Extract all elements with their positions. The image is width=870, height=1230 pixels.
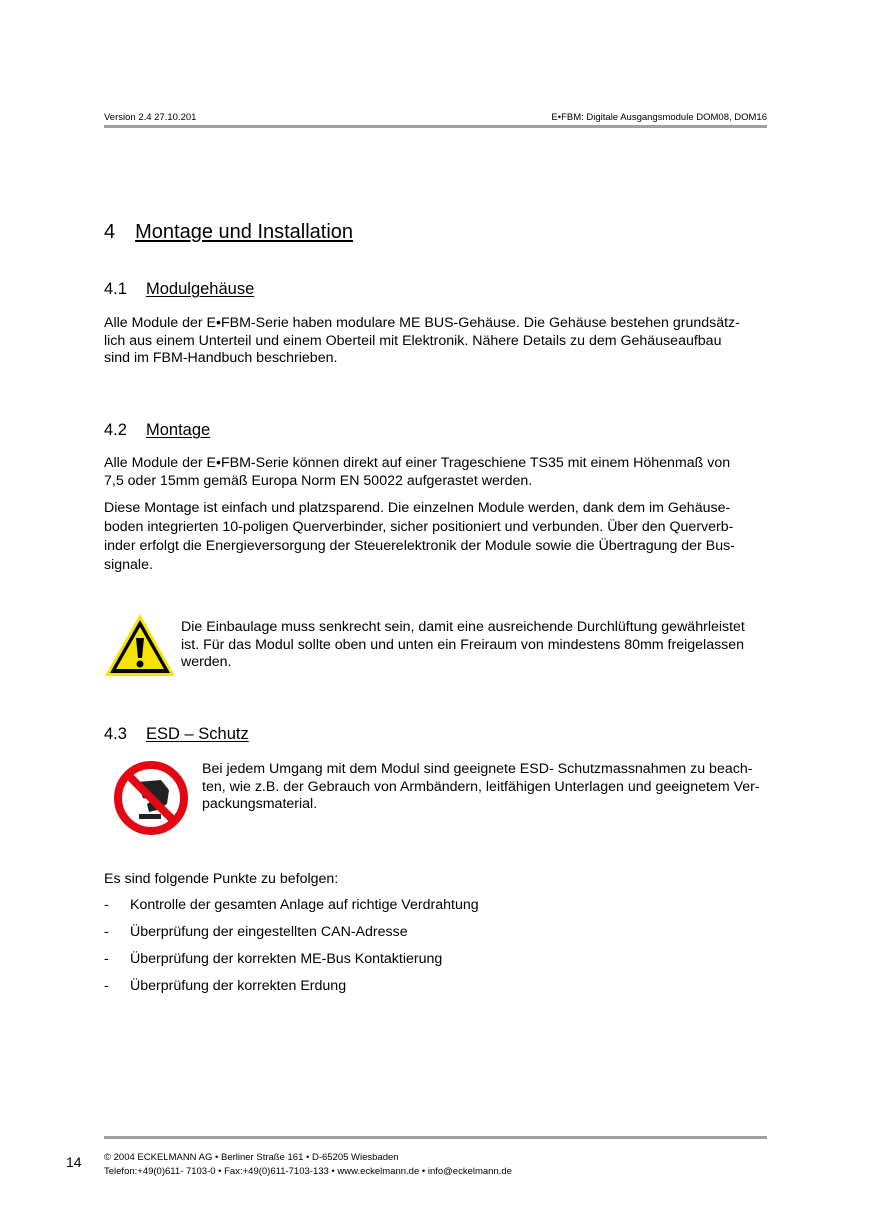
list-item: - Überprüfung der korrekten ME-Bus Kontaktierung	[104, 951, 443, 967]
chapter-heading	[104, 221, 353, 244]
footer-address: © 2004 ECKELMANN AG • Berliner Straße 161 • D-65205 Wiesbaden Telefon:+49(0)611- 7103-0 • Fax:+49(0)611-7103-133 • www.eckelmann.de • info@eckelmann.de	[104, 1152, 512, 1177]
paragraph: Diese Montage ist einfach und platzsparend. Die einzelnen Module werden, dank dem im Gehäuse- boden integrierten 10-poligen Querverbinder, sicher positioniert und verbunden. Über den Querverb- inder erfolgt die Energieversorgung der Steuerelektronik der Module sowie die Übertragung der Bus- signale.	[104, 500, 735, 573]
list-item: - Überprüfung der korrekten Erdung	[104, 978, 347, 994]
section-heading	[104, 725, 249, 744]
warning-triangle-icon	[103, 612, 177, 678]
no-touch-esd-icon	[113, 760, 189, 836]
section-heading	[104, 421, 210, 440]
section-number: 4.3	[104, 725, 127, 743]
section-number: 4.2	[104, 421, 127, 439]
list-item: - Überprüfung der eingestellten CAN-Adresse	[104, 924, 408, 940]
section-title: Modulgehäuse	[146, 280, 255, 298]
section-heading	[104, 280, 254, 299]
header-title: E•FBM: Digitale Ausgangsmodule DOM08, DOM16	[551, 112, 767, 123]
header-version: Version 2.4 27.10.201	[104, 112, 197, 123]
warning-note: Die Einbaulage muss senkrecht sein, damit eine ausreichende Durchlüftung gewährleistet ist. Für das Modul sollte oben und unten ein Freiraum von mindestens 80mm freigelassen werden.	[181, 619, 745, 670]
chapter-number: 4	[104, 221, 116, 243]
paragraph: Alle Module der E•FBM-Serie haben modulare ME BUS-Gehäuse. Die Gehäuse bestehen grundsätz- lich aus einem Unterteil und einem Oberteil mit Elektronik. Nähere Details zu dem Gehäuseaufbau sind im FBM-Handbuch beschrieben.	[104, 315, 740, 366]
section-number: 4.1	[104, 280, 127, 298]
esd-note: Bei jedem Umgang mit dem Modul sind geeignete ESD- Schutzmassnahmen zu beach- ten, wie z.B. der Gebrauch von Armbändern, leitfähigen Unterlagen und geeignetem Ver- packungsmaterial.	[202, 761, 760, 812]
section-title: ESD – Schutz	[146, 725, 249, 743]
chapter-title: Montage und Installation	[135, 221, 354, 243]
paragraph: Alle Module der E•FBM-Serie können direkt auf einer Trageschiene TS35 mit einem Höhenmaß von 7,5 oder 15mm gemäß Europa Norm EN 50022 aufgerastet werden.	[104, 455, 731, 489]
page-number: 14	[66, 1154, 82, 1170]
section-title: Montage	[146, 421, 211, 439]
list-item: - Kontrolle der gesamten Anlage auf richtige Verdrahtung	[104, 897, 479, 913]
checklist-intro: Es sind folgende Punkte zu befolgen:	[104, 871, 339, 887]
header-rule	[104, 125, 767, 128]
footer-rule	[104, 1136, 767, 1139]
